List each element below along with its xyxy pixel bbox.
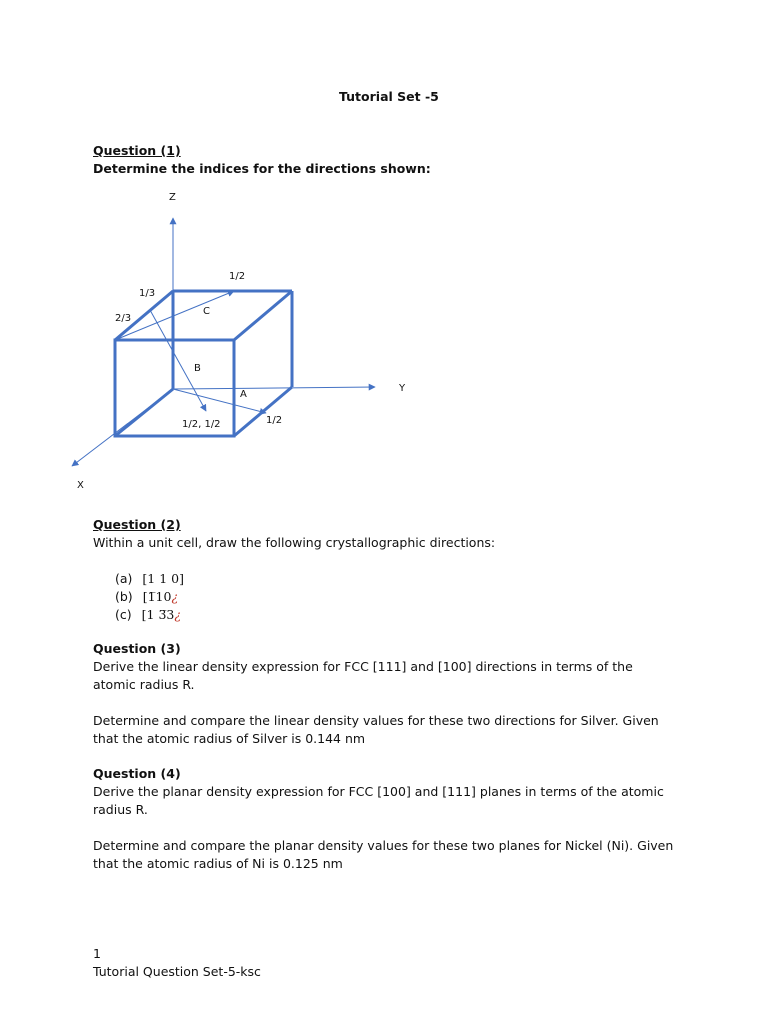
item-body: 1̅10	[147, 589, 172, 604]
question-1-heading: Question (1)	[93, 143, 181, 158]
list-item	[115, 606, 184, 624]
label-two-thirds: 2/3	[115, 313, 132, 324]
question-4-paragraph-1	[93, 783, 664, 819]
item-label: (a)	[115, 571, 133, 586]
label-a: A	[240, 389, 247, 400]
label-b: B	[194, 363, 201, 374]
direction-a	[173, 389, 266, 413]
paragraph-line: Determine and compare the planar density values for these two planes for Nickel (Ni). Given	[93, 838, 674, 853]
item-open: [	[141, 607, 147, 622]
item-label: (b)	[115, 589, 133, 604]
axis-z-label: Z	[169, 192, 176, 203]
item-body: 1 3̅3	[146, 607, 175, 622]
label-half-top: 1/2	[229, 271, 246, 282]
question-3-paragraph-2	[93, 712, 659, 748]
item-tail: ¿	[171, 589, 179, 604]
list-item	[115, 570, 184, 588]
label-half-half: 1/2, 1/2	[182, 419, 221, 430]
item-open: [	[142, 571, 148, 586]
question-3-paragraph-1	[93, 658, 633, 694]
label-c: C	[203, 306, 210, 317]
item-body: 1 1 0]	[147, 571, 184, 586]
list-item	[115, 588, 184, 606]
paragraph-line: Derive the linear density expression for FCC [111] and [100] directions in terms of the	[93, 659, 633, 674]
paragraph-line: that the atomic radius of Ni is 0.125 nm	[93, 856, 343, 871]
paragraph-line: atomic radius R.	[93, 677, 195, 692]
question-1-text: Determine the indices for the directions shown:	[93, 161, 431, 176]
direction-list	[115, 570, 184, 624]
axis-x-label: X	[77, 480, 84, 491]
unit-cell-diagram	[0, 0, 768, 500]
page-title: Tutorial Set -5	[339, 89, 439, 104]
label-half-bottom: 1/2	[266, 415, 283, 426]
label-third: 1/3	[139, 288, 156, 299]
question-4-heading: Question (4)	[93, 766, 181, 781]
axis-y-label: Y	[399, 383, 406, 394]
item-tail: ¿	[174, 607, 182, 622]
y-axis	[173, 387, 375, 389]
question-2-heading: Question (2)	[93, 517, 181, 532]
question-3-heading: Question (3)	[93, 641, 181, 656]
paragraph-line: radius R.	[93, 802, 148, 817]
question-4-paragraph-2	[93, 837, 673, 873]
item-label: (c)	[115, 607, 132, 622]
page-number: 1	[93, 946, 101, 961]
footer-text: Tutorial Question Set-5-ksc	[93, 964, 261, 979]
question-2-text: Within a unit cell, draw the following crystallographic directions:	[93, 535, 496, 550]
paragraph-line: Determine and compare the linear density values for these two directions for Silver. Given	[93, 713, 659, 728]
paragraph-line: that the atomic radius of Silver is 0.144 nm	[93, 731, 366, 746]
paragraph-line: Derive the planar density expression for FCC [100] and [111] planes in terms of the atomic	[93, 784, 664, 799]
item-open: [	[142, 589, 148, 604]
